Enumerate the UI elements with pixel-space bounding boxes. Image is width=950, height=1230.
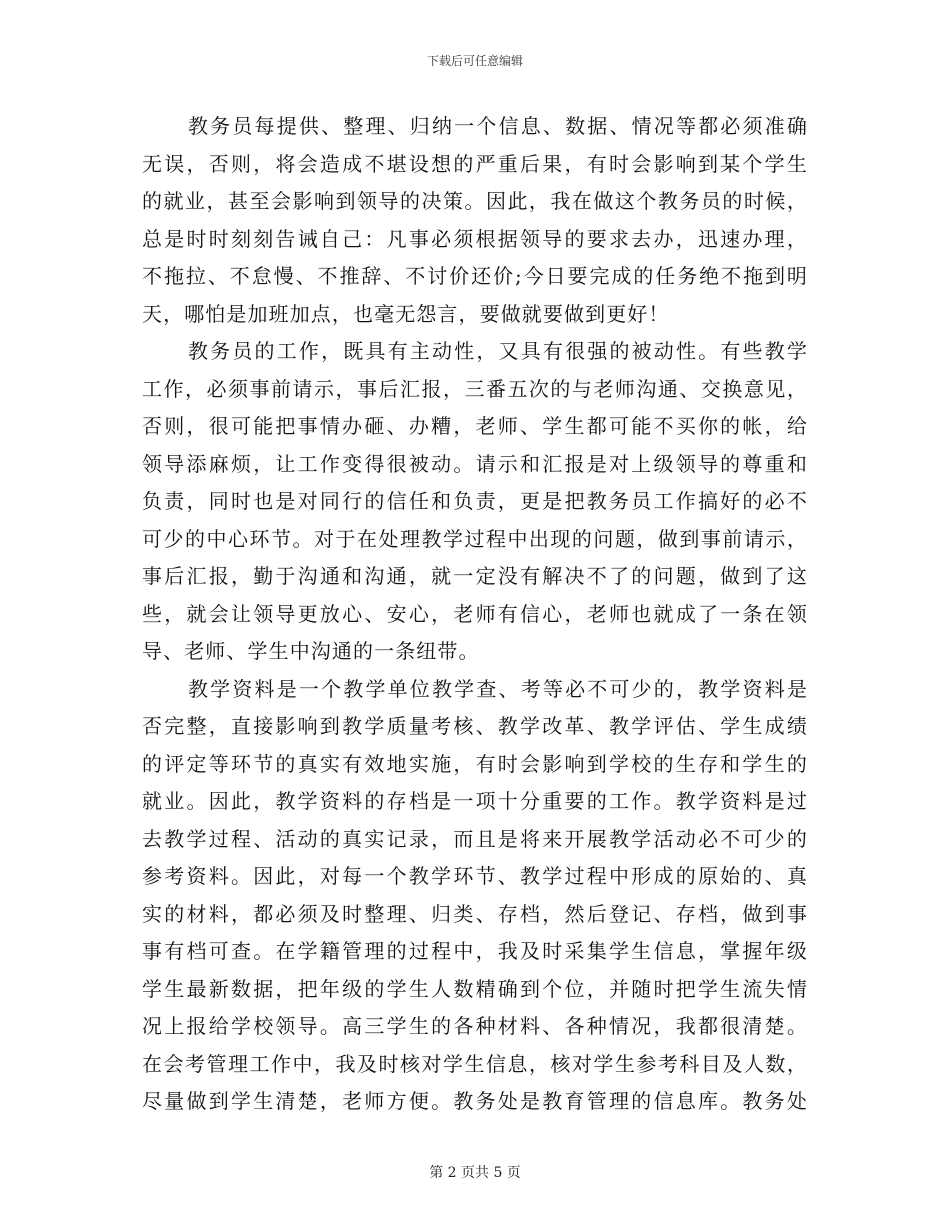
paragraph-3-line-4: 就业。因此，教学资料的存档是一项十分重要的工作。教学资料是过 xyxy=(142,789,808,813)
paragraph-3-line-6: 参考资料。因此，对每一个教学环节、教学过程中形成的原始的、真 xyxy=(142,864,808,888)
paragraph-2-line-3: 否则，很可能把事情办砸、办糟，老师、学生都可能不买你的帐，给 xyxy=(142,414,808,438)
paragraph-2-line-2: 工作，必须事前请示，事后汇报，三番五次的与老师沟通、交换意见， xyxy=(142,376,808,401)
paragraph-3-line-9: 学生最新数据，把年级的学生人数精确到个位，并随时把学生流失情 xyxy=(142,976,808,1001)
paragraph-1-line-3: 的就业，甚至会影响到领导的决策。因此，我在做这个教务员的时候， xyxy=(142,189,808,213)
paragraph-1-line-6: 天，哪怕是加班加点，也毫无怨言，要做就要做到更好！ xyxy=(142,301,670,326)
paragraph-3-line-1: 教学资料是一个教学单位教学查、考等必不可少的，教学资料是 xyxy=(188,676,808,701)
paragraph-2-line-8: 些，就会让领导更放心、安心，老师有信心，老师也就成了一条在领 xyxy=(142,601,808,626)
paragraph-3-line-10: 况上报给学校领导。高三学生的各种材料、各种情况，我都很清楚。 xyxy=(142,1014,808,1038)
paragraph-3-line-5: 去教学过程、活动的真实记录，而且是将来开展教学活动必不可少的 xyxy=(142,826,808,851)
page-header-note: 下载后可任意编辑 xyxy=(426,54,523,68)
paragraph-2-line-9: 导、老师、学生中沟通的一条纽带。 xyxy=(142,639,480,663)
paragraph-2-line-6: 可少的中心环节。对于在处理教学过程中出现的问题，做到事前请示， xyxy=(142,526,808,551)
paragraph-1-line-2: 无误，否则，将会造成不堪设想的严重后果，有时会影响到某个学生 xyxy=(142,151,808,176)
paragraph-1-line-1: 教务员每提供、整理、归纳一个信息、数据、情况等都必须准确 xyxy=(188,114,808,138)
paragraph-2-line-7: 事后汇报，勤于沟通和沟通，就一定没有解决不了的问题，做到了这 xyxy=(142,564,808,588)
paragraph-3-line-12: 尽量做到学生清楚，老师方便。教务处是教育管理的信息库。教务处 xyxy=(142,1089,808,1113)
paragraph-2-line-1: 教务员的工作，既具有主动性，又具有很强的被动性。有些教学 xyxy=(188,339,808,363)
paragraph-3-line-11: 在会考管理工作中，我及时核对学生信息，核对学生参考科目及人数， xyxy=(142,1051,808,1076)
paragraph-2-line-5: 负责，同时也是对同行的信任和负责，更是把教务员工作搞好的必不 xyxy=(142,489,808,513)
paragraph-3-line-3: 的评定等环节的真实有效地实施，有时会影响到学校的生存和学生的 xyxy=(142,751,808,776)
paragraph-3-line-8: 事有档可查。在学籍管理的过程中，我及时采集学生信息，掌握年级 xyxy=(142,939,808,963)
page-number: 第 2 页共 5 页 xyxy=(429,1165,521,1181)
paragraph-3-line-2: 否完整，直接影响到教学质量考核、教学改革、教学评估、学生成绩 xyxy=(142,714,808,738)
document-body xyxy=(142,108,808,1121)
paragraph-3-line-7: 实的材料，都必须及时整理、归类、存档，然后登记、存档，做到事 xyxy=(142,901,808,926)
paragraph-1-line-4: 总是时时刻刻告诫自己：凡事必须根据领导的要求去办，迅速办理， xyxy=(142,226,808,251)
paragraph-1-line-5: 不拖拉、不怠慢、不推辞、不讨价还价;今日要完成的任务绝不拖到明 xyxy=(142,264,808,288)
paragraph-2-line-4: 领导添麻烦，让工作变得很被动。请示和汇报是对上级领导的尊重和 xyxy=(142,451,808,476)
